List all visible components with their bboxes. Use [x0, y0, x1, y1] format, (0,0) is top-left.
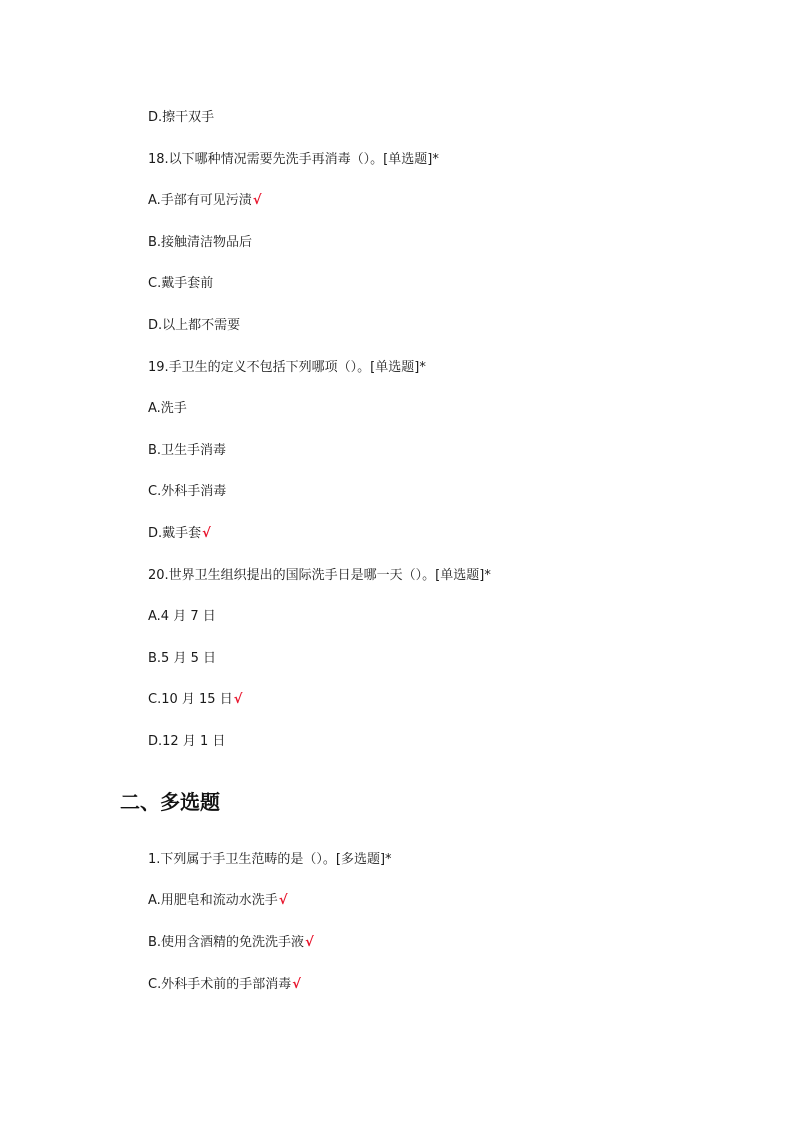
q19-option-a	[148, 400, 187, 418]
question-19	[148, 359, 426, 377]
checkmark-icon: √	[252, 193, 262, 208]
q18-option-b	[148, 234, 252, 252]
checkmark-icon: √	[233, 692, 243, 707]
question-text: 18.以下哪种情况需要先洗手再消毒（）。[单选题]*	[148, 152, 439, 167]
q20-option-b	[148, 650, 216, 668]
q19-option-b	[148, 442, 226, 460]
option-text: A.洗手	[148, 401, 187, 416]
q18-option-c	[148, 275, 213, 293]
option-text: B.5 月 5 日	[148, 651, 216, 666]
option-d-dry-hands	[148, 109, 214, 127]
checkmark-icon: √	[292, 977, 301, 992]
checkmark-icon: √	[305, 935, 314, 950]
mq1-option-c	[148, 976, 301, 994]
checkmark-icon: √	[278, 893, 288, 908]
option-text: C.10 月 15 日	[148, 692, 233, 707]
q18-option-d	[148, 317, 240, 335]
option-text: B.接触清洁物品后	[148, 235, 253, 250]
option-text: A.4 月 7 日	[148, 609, 216, 624]
q20-option-d	[148, 733, 225, 751]
q20-option-a	[148, 608, 216, 626]
option-text: B.使用含酒精的免洗洗手液	[148, 935, 305, 950]
multi-question-1	[148, 851, 392, 869]
option-text: A.手部有可见污渍	[148, 193, 252, 208]
option-text: C.外科手术前的手部消毒	[148, 977, 292, 992]
option-text: D.以上都不需要	[148, 318, 241, 333]
question-20	[148, 567, 491, 585]
question-text: 19.手卫生的定义不包括下列哪项（）。[单选题]*	[148, 360, 426, 375]
section-heading-multiple-choice: 二、多选题	[120, 790, 220, 814]
q18-option-a	[148, 192, 261, 210]
option-text: D.12 月 1 日	[148, 734, 226, 749]
q19-option-c	[148, 483, 226, 501]
q20-option-c	[148, 691, 242, 709]
mq1-option-a	[148, 892, 287, 910]
option-text: D.戴手套	[148, 526, 202, 541]
mq1-option-b	[148, 934, 314, 952]
option-text: C.外科手消毒	[148, 484, 227, 499]
checkmark-icon: √	[202, 526, 211, 541]
question-text: 20.世界卫生组织提出的国际洗手日是哪一天（）。[单选题]*	[148, 568, 491, 583]
option-text: C.戴手套前	[148, 276, 214, 291]
question-text: 1.下列属于手卫生范畴的是（）。[多选题]*	[148, 852, 392, 867]
q19-option-d	[148, 525, 211, 543]
option-text: A.用肥皂和流动水洗手	[148, 893, 278, 908]
option-text: B.卫生手消毒	[148, 443, 227, 458]
question-18	[148, 151, 439, 169]
option-text: D.擦干双手	[148, 110, 215, 125]
